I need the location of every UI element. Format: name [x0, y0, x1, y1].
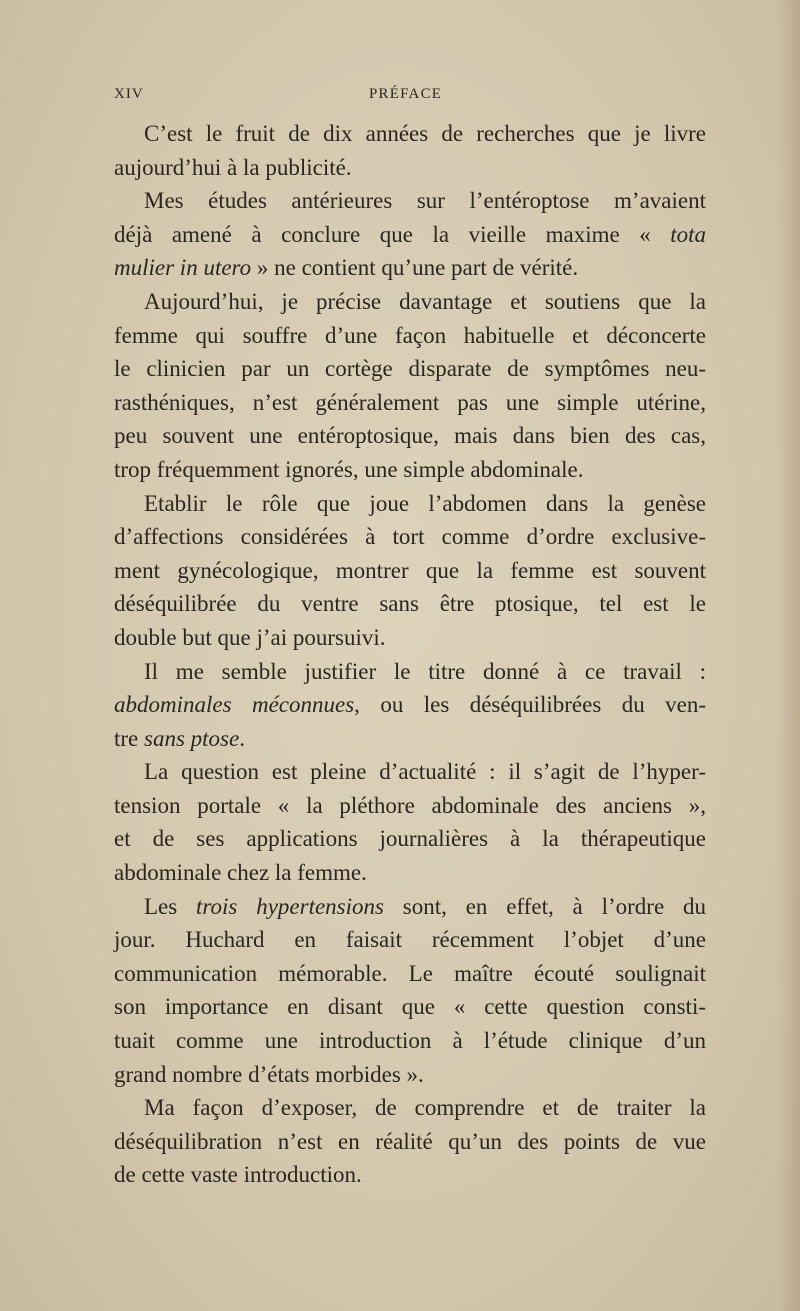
text-span: C’est le fruit de dix années de recherches que je livre: [144, 121, 706, 146]
body-text: [114, 117, 706, 1192]
italic-text: abdominales méconnues: [114, 692, 355, 718]
text-span: Il me semble justifier le titre donné à ce travail :: [144, 658, 706, 684]
page-edge-shadow: [778, 0, 800, 1311]
text-span: le clinicien par un cortège disparate de symptômes neu-: [114, 356, 706, 382]
text-span: tuait comme une introduction à l’étude clinique d’un: [114, 1028, 706, 1054]
text-span: Les: [144, 893, 197, 919]
text-line: [114, 856, 706, 890]
italic-text: trois hypertensions: [196, 893, 384, 919]
text-line: [114, 923, 706, 957]
text-line: [114, 822, 706, 856]
italic-text: mulier in utero: [114, 255, 252, 281]
text-line: [114, 957, 706, 991]
text-line: [114, 386, 706, 420]
text-line: [114, 419, 706, 453]
text-span: La question est pleine d’actualité : il s’agit de l’hyper-: [144, 759, 706, 785]
text-span: aujourd’hui à la publicité.: [114, 154, 352, 180]
running-title: PRÉFACE: [369, 86, 443, 102]
text-line: [114, 587, 706, 621]
text-line: [114, 688, 706, 722]
text-line: [114, 487, 706, 521]
text-line: [114, 352, 706, 386]
text-span: et de ses applications journalières à la thérapeutique: [114, 826, 706, 852]
text-span: double but que j’ai poursuivi.: [114, 624, 386, 650]
text-line: [114, 117, 706, 151]
text-line: [114, 990, 706, 1024]
italic-text: sans ptose: [144, 725, 240, 751]
text-line: [114, 218, 706, 252]
text-span: .: [239, 725, 245, 751]
text-span: trop fréquemment ignorés, une simple abdominale.: [114, 456, 584, 482]
text-span: ment gynécologique, montrer que la femme est souvent: [114, 557, 706, 583]
text-line: [114, 1058, 706, 1092]
text-span: grand nombre d’états morbides ».: [114, 1061, 424, 1087]
text-line: [114, 1125, 706, 1159]
text-span: femme qui souffre d’une façon habituelle et déconcerte: [114, 322, 706, 348]
page-number: XIV: [114, 86, 144, 102]
text-line: [114, 285, 706, 319]
text-line: [114, 554, 706, 588]
text-span: » ne contient qu’une part de vérité.: [251, 255, 579, 281]
text-span: d’affections considérées à tort comme d’ordre exclusive-: [114, 524, 706, 550]
italic-text: tota: [670, 221, 706, 247]
text-span: de cette vaste introduction.: [114, 1162, 362, 1188]
text-span: jour. Huchard en faisait récemment l’objet d’une: [114, 927, 706, 953]
text-span: déjà amené à conclure que la vieille maxime «: [114, 221, 671, 247]
text-line: [114, 655, 706, 689]
text-line: [114, 319, 706, 353]
text-span: Ma façon d’exposer, de comprendre et de traiter la: [144, 1095, 706, 1121]
page-header: [114, 86, 704, 110]
text-line: [114, 789, 706, 823]
text-line: [114, 722, 706, 756]
text-span: peu souvent une entéroptosique, mais dans bien des cas,: [114, 423, 706, 449]
text-span: tension portale « la pléthore abdominale des anciens »,: [114, 792, 706, 818]
text-line: [114, 1091, 706, 1125]
text-span: rasthéniques, n’est généralement pas une simple utérine,: [114, 389, 706, 415]
text-span: abdominale chez la femme.: [114, 860, 367, 886]
text-span: son importance en disant que « cette question consti-: [114, 994, 706, 1020]
text-span: , ou les déséquilibrées du ven-: [354, 692, 706, 718]
text-line: [114, 453, 706, 487]
text-line: [114, 1158, 706, 1192]
text-span: Etablir le rôle que joue l’abdomen dans la genèse: [144, 490, 706, 516]
text-line: [114, 151, 706, 185]
text-line: [114, 520, 706, 554]
text-line: [114, 184, 706, 218]
text-span: Aujourd’hui, je précise davantage et soutiens que la: [144, 288, 706, 314]
text-span: Mes études antérieures sur l’entéroptose m’avaient: [144, 188, 706, 214]
text-line: [114, 251, 706, 285]
text-span: communication mémorable. Le maître écouté soulignait: [114, 960, 706, 986]
text-span: déséquilibrée du ventre sans être ptosique, tel est le: [114, 591, 706, 617]
text-span: sont, en effet, à l’ordre du: [383, 893, 706, 919]
text-span: déséquilibration n’est en réalité qu’un des points de vue: [114, 1128, 706, 1154]
text-line: [114, 890, 706, 924]
text-line: [114, 621, 706, 655]
text-line: [114, 755, 706, 789]
text-line: [114, 1024, 706, 1058]
text-span: tre: [114, 725, 145, 751]
